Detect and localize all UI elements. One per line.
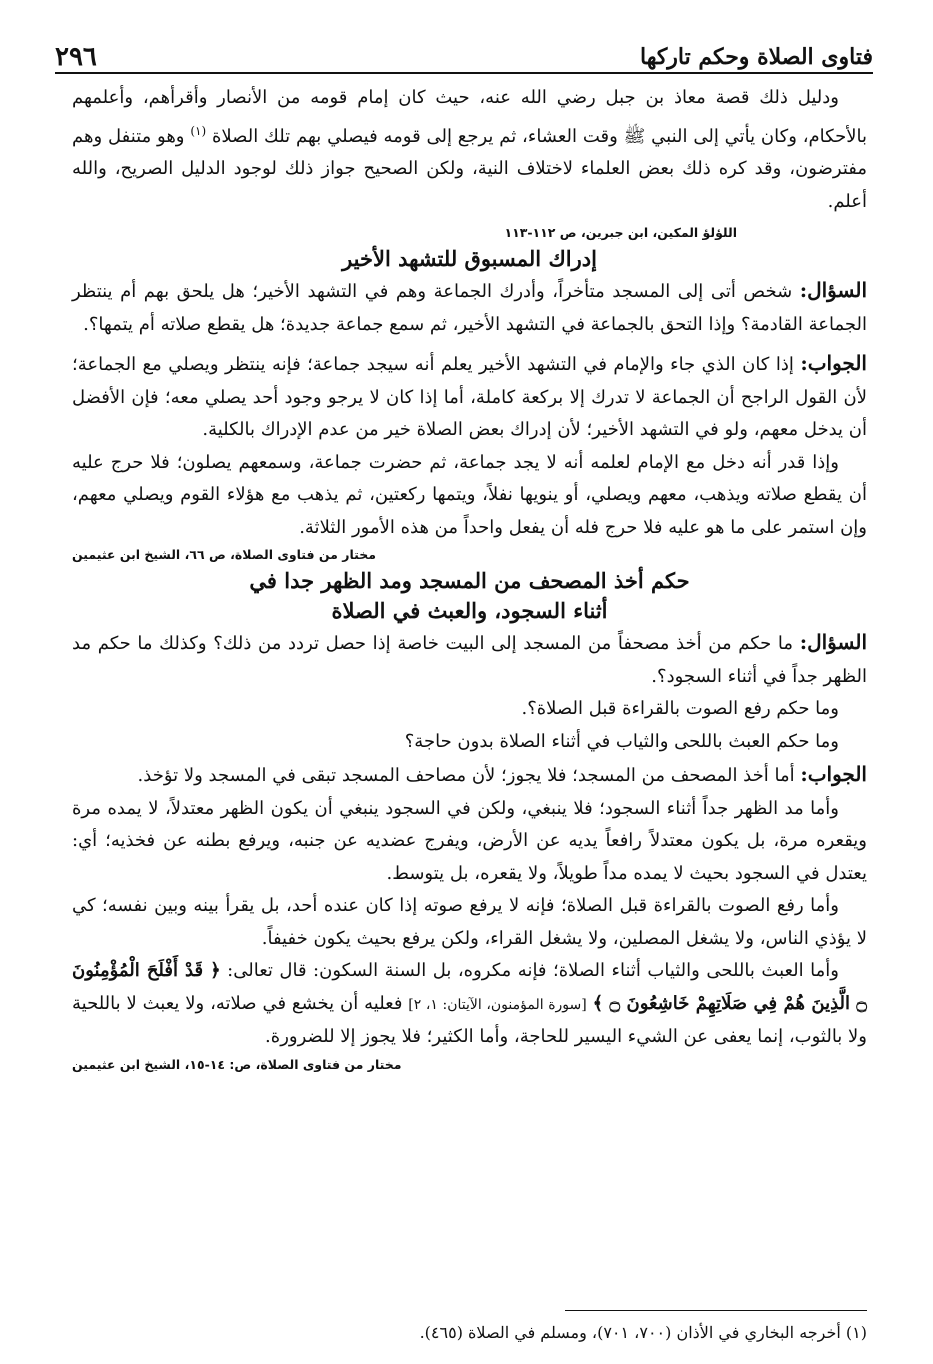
paragraph-text: وأما العبث باللحى والثياب أثناء الصلاة؛ فإنه مكروه، بل السنة السكون: قال تعالى: <box>227 960 839 981</box>
source-citation: اللؤلؤ المكين، ابن جبرين، ص ١١٢-١١٣ <box>504 225 737 240</box>
answer-label: الجواب: <box>800 762 867 786</box>
section-heading-line1: حكم أخذ المصحف من المسجد ومد الظهر جدا في <box>249 568 690 593</box>
answer <box>72 347 867 447</box>
page-body <box>72 82 867 1076</box>
section-heading-line2: أثناء السجود، والعبث في الصلاة <box>331 598 608 623</box>
paragraph: وأما رفع الصوت بالقراءة قبل الصلاة؛ فإنه لا يرفع صوته إذا كان عنده أحد، بل يقرأ بينه وبين نفسه؛ كي لا يؤذي الناس، ولا يشغل المصلين، ولا يشغل القراء، ولكن يرفع بحيث يكون خفيفاً. <box>72 895 867 949</box>
question <box>72 626 867 693</box>
answer <box>72 758 867 793</box>
section-heading: إدراك المسبوق للتشهد الأخير <box>342 246 597 271</box>
answer-text: أما أخذ المصحف من المسجد؛ فلا يجوز؛ لأن مصاحف المسجد تبقى في المسجد ولا تؤخذ. <box>137 765 795 786</box>
question-continued: وما حكم رفع الصوت بالقراءة قبل الصلاة؟. <box>521 698 839 719</box>
question <box>72 274 867 341</box>
paragraph-text: وهو متنفل وهم مفترضون، وقد كره ذلك بعض العلماء لاختلاف النية، ولكن الصحيح جواز ذلك لوجود الدليل الصريح، والله أعلم. <box>72 125 867 212</box>
question-label: السؤال: <box>799 278 867 302</box>
page-header <box>55 38 873 72</box>
paragraph: وإذا قدر أنه دخل مع الإمام لعلمه أنه لا يجد جماعة، ثم حضرت جماعة، وسمعهم يصلون؛ فلا حرج عليه أن يقطع صلاته ويذهب، معهم ويصلي، أو ينويها نفلاً، ويتمها ركعتين، ثم يذهب مع هؤلاء القوم ويصلي معهم، وإن استمر على ما هو عليه فلا حرج فله أن يفعل واحداً من هذه الأمور الثلاثة. <box>72 451 867 538</box>
header-rule <box>55 72 873 74</box>
paragraph-text: ودليل ذلك قصة معاذ بن جبل رضي الله عنه، حيث كان إمام قومه من الأنصار وأقرأهم، وأعلمهم بالأحكام، وكان يأتي إلى النبي ﷺ وقت العشاء، ثم يرجع إلى قومه فيصلي بهم تلك الصلاة <box>72 87 867 147</box>
answer-text: إذا كان الذي جاء والإمام في التشهد الأخير يعلم أنه سيجد جماعة؛ فإنه ينتظر ويصلي مع الجماعة؛ لأن القول الراجح أن الجماعة لا تدرك إلا بركعة كاملة، أما إذا كان لا يرجو وجود أحد يصلي معه؛ فإن الأفضل أن يدخل معهم، ولو في التشهد الأخير؛ لأن إدراك بعض الصلاة خير من عدم الإدراك بالكلية. <box>72 354 867 440</box>
page-number: ٢٩٦ <box>55 42 97 72</box>
source-citation: مختار من فتاوى الصلاة، ص: ١٤-١٥، الشيخ ابن عثيمين <box>72 1056 402 1072</box>
question-label: السؤال: <box>799 630 867 654</box>
paragraph-text: فعليه أن يخشع في صلاته، ولا يعبث لا باللحية ولا بالثوب، إنما يعفى عن الشيء اليسير للحاجة، وأما الكثير؛ فلا يجوز إلا للضرورة. <box>72 992 867 1047</box>
footnote-marker: (١) <box>190 123 207 138</box>
paragraph: وأما مد الظهر جداً أثناء السجود؛ فلا ينبغي، ولكن في السجود ينبغي أن يكون الظهر معتدلاً، لا يمده مرة ويقعره مرة، بل يكون معتدلاً رافعاً يديه عن الأرض، ويفرج عضديه عن جنبه، ويرفع بطنه عن فخذيه؛ أي: يعتدل في السجود بحيث لا يمده مداً طويلاً، ولا يقعره، بل يتوسط. <box>72 797 867 884</box>
question-text: شخص أتى إلى المسجد متأخراً، وأدرك الجماعة وهم في التشهد الأخير؛ هل يلحق بهم أم ينتظر الجماعة القادمة؟ وإذا التحق بالجماعة في التشهد الأخير، ثم سمع جماعة جديدة؛ هل يقطع صلاته أم يتمها؟. <box>72 281 867 335</box>
answer-label: الجواب: <box>800 351 867 375</box>
question-text: ما حكم من أخذ مصحفاً من المسجد إلى البيت خاصة إذا حصل تردد من ذلك؟ وكذلك ما حكم مد الظهر جداً في أثناء السجود؟. <box>72 633 867 687</box>
paragraph <box>72 955 867 1054</box>
running-title: فتاوى الصلاة وحكم تاركها <box>639 44 873 70</box>
paragraph <box>72 82 867 218</box>
footnote: (١) أخرجه البخاري في الأذان (٧٠٠، ٧٠١)، ومسلم في الصلاة (٤٦٥). <box>419 1323 867 1342</box>
quran-verse: ﴿ قَدْ أَفْلَحَ الْمُؤْمِنُونَ ۝ الَّذِينَ هُمْ فِي صَلَاتِهِمْ خَاشِعُونَ ۝ ﴾ <box>72 960 867 1014</box>
footnote-rule <box>565 1310 867 1311</box>
source-citation: مختار من فتاوى الصلاة، ص ٦٦، الشيخ ابن عثيمين <box>72 547 377 562</box>
question-continued: وما حكم العبث باللحى والثياب في أثناء الصلاة بدون حاجة؟ <box>404 730 839 752</box>
quran-reference: [سورة المؤمنون، الآيتان: ١، ٢] <box>408 996 587 1013</box>
